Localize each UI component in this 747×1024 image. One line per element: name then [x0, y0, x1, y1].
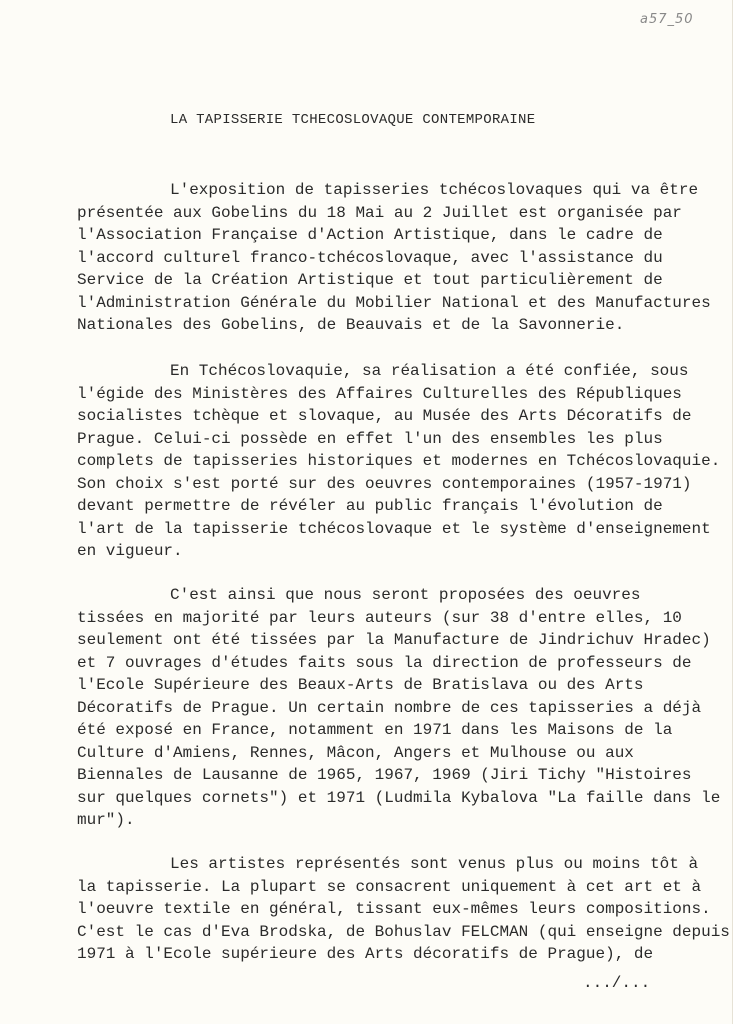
- text-line: été exposé en France, notamment en 1971 dans les Maisons de la: [77, 721, 673, 739]
- paragraph-2: [77, 360, 720, 563]
- text-line: la tapisserie. La plupart se consacrent uniquement à cet art et à: [77, 877, 702, 896]
- text-line: L'exposition de tapisseries tchécoslovaques qui va être: [170, 181, 699, 199]
- text-line: seulement ont été tissées par la Manufacture de Jindrichuv Hradec): [77, 631, 711, 649]
- text-line: En Tchécoslovaquie, sa réalisation a été confiée, sous: [170, 362, 689, 380]
- page-edge: [732, 0, 747, 1024]
- text-line: et 7 ouvrages d'études faits sous la direction de professeurs de: [77, 653, 692, 672]
- text-line: Nationales des Gobelins, de Beauvais et de la Savonnerie.: [77, 316, 625, 334]
- paragraph-4: [77, 853, 730, 966]
- text-line: Culture d'Amiens, Rennes, Mâcon, Angers et Mulhouse ou aux: [77, 743, 634, 762]
- text-line: Son choix s'est porté sur des oeuvres contemporaines (1957-1971): [77, 474, 692, 493]
- text-line: tissées en majorité par leurs auteurs (sur 38 d'entre elles, 10: [77, 608, 682, 627]
- text-line: socialistes tchèque et slovaque, au Musée des Arts Décoratifs de: [77, 407, 692, 425]
- text-line: Biennales de Lausanne de 1965, 1967, 1969 (Jiri Tichy "Histoires: [77, 766, 692, 784]
- continuation-mark: .../...: [583, 974, 651, 992]
- text-line: l'égide des Ministères des Affaires Culturelles des Républiques: [77, 384, 682, 403]
- paragraph-3: [77, 584, 720, 832]
- text-line: en vigueur.: [77, 542, 183, 560]
- text-line: 1971 à l'Ecole supérieure des Arts décoratifs de Prague), de: [77, 945, 654, 963]
- text-line: Prague. Celui-ci possède en effet l'un des ensembles les plus: [77, 429, 663, 448]
- text-line: Service de la Création Artistique et tout particulièrement de: [77, 271, 663, 289]
- document-title: LA TAPISSERIE TCHECOSLOVAQUE CONTEMPORAINE: [170, 112, 536, 128]
- text-line: Les artistes représentés sont venus plus ou moins tôt à: [170, 855, 699, 873]
- text-line: l'Association Française d'Action Artistique, dans le cadre de: [77, 226, 663, 244]
- handwritten-reference-number: a57_50: [640, 12, 694, 27]
- text-line: présentée aux Gobelins du 18 Mai au 2 Juillet est organisée par: [77, 203, 682, 222]
- paragraph-1: [77, 179, 711, 337]
- text-line: C'est le cas d'Eva Brodska, de Bohuslav FELCMAN (qui enseigne depuis: [77, 922, 730, 941]
- text-line: l'Administration Générale du Mobilier National et des Manufactures: [77, 293, 711, 312]
- text-line: l'oeuvre textile en général, tissant eux-mêmes leurs compositions.: [77, 900, 711, 918]
- text-line: mur").: [77, 811, 135, 829]
- text-line: complets de tapisseries historiques et modernes en Tchécoslovaquie.: [77, 452, 721, 470]
- text-line: l'accord culturel franco-tchécoslovaque, avec l'assistance du: [77, 248, 663, 267]
- text-line: sur quelques cornets") et 1971 (Ludmila Kybalova "La faille dans le: [77, 788, 721, 807]
- text-line: l'art de la tapisserie tchécoslovaque et le système d'enseignement: [77, 519, 711, 538]
- text-line: l'Ecole Supérieure des Beaux-Arts de Bratislava ou des Arts: [77, 676, 644, 694]
- text-line: Décoratifs de Prague. Un certain nombre de ces tapisseries a déjà: [77, 698, 702, 717]
- text-line: devant permettre de révéler au public français l'évolution de: [77, 497, 663, 515]
- text-line: C'est ainsi que nous seront proposées des oeuvres: [170, 586, 641, 604]
